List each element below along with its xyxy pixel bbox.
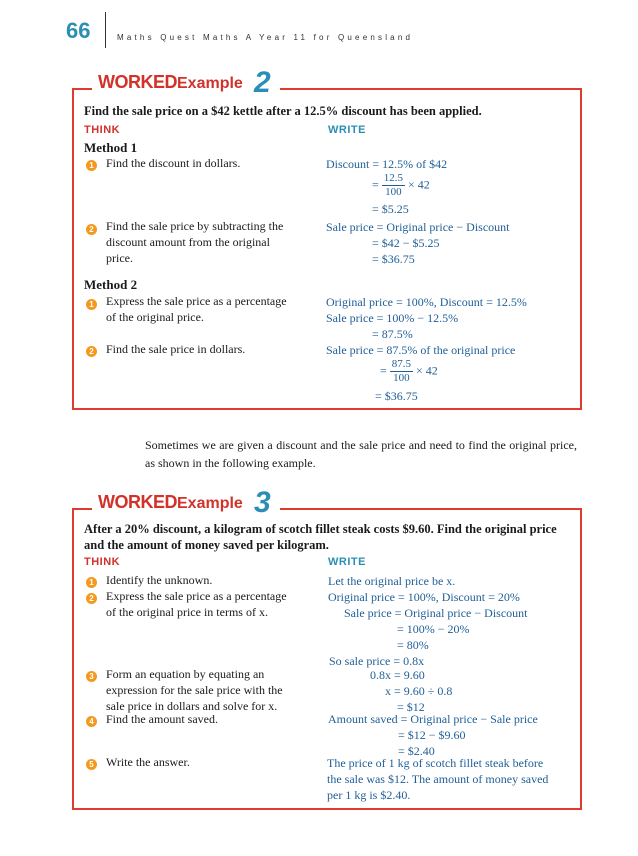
ex3-step3-line3: sale price in dollars and solve for x. [106, 699, 278, 713]
step-number-badge: 4 [86, 716, 97, 727]
ex3-write14: the sale was $12. The amount of money saved [327, 772, 549, 786]
ex2-m2-write3: = 87.5% [372, 327, 413, 341]
ex3-write11: = $12 − $9.60 [398, 728, 466, 742]
step-number-badge: 3 [86, 671, 97, 682]
ex2-m1-frac-num: 12.5 [383, 172, 404, 184]
ex3-write3: Sale price = Original price − Discount [344, 606, 528, 620]
ex2-m1-write1: Discount = 12.5% of $42 [326, 157, 448, 171]
ex2-m2-step1-line2: of the original price. [106, 310, 204, 324]
ex2-m2-write4: Sale price = 87.5% of the original price [326, 343, 516, 357]
step-number-badge: 1 [86, 160, 97, 171]
ex2-banner-example: Example [177, 75, 243, 92]
ex2-m2-eq: = [380, 363, 387, 378]
ex2-m2-write2: Sale price = 100% − 12.5% [326, 311, 459, 325]
ex2-m1-step2-line3: price. [106, 251, 133, 265]
step-number-badge: 1 [86, 299, 97, 310]
ex3-question-line1: After a 20% discount, a kilogram of scotch fillet steak costs $9.60. Find the original price [84, 522, 557, 536]
ex3-write4: = 100% − 20% [397, 622, 470, 636]
ex2-m2-frac-den: 100 [393, 372, 410, 384]
ex2-m1-write3: = $5.25 [372, 202, 409, 216]
ex2-m1-step2-line1: Find the sale price by subtracting the [106, 219, 284, 233]
ex2-m2-step2: Find the sale price in dollars. [106, 342, 246, 356]
ex3-write1: Let the original price be x. [328, 574, 456, 588]
ex3-write10: Amount saved = Original price − Sale price [328, 712, 538, 726]
ex2-m2-write6: = $36.75 [375, 389, 418, 403]
ex3-banner-example: Example [177, 495, 243, 512]
ex3-write5: = 80% [397, 638, 429, 652]
ex3-write7: 0.8x = 9.60 [370, 668, 425, 682]
ex2-m2-write1: Original price = 100%, Discount = 12.5% [326, 295, 527, 309]
ex2-method1-heading: Method 1 [84, 140, 138, 155]
ex3-step4: Find the amount saved. [106, 712, 218, 726]
ex2-m1-frac-den: 100 [385, 186, 402, 198]
step-number-badge: 2 [86, 224, 97, 235]
step-number-badge: 5 [86, 759, 97, 770]
ex3-write6: So sale price = 0.8x [329, 654, 425, 668]
ex3-step3-line1: Form an equation by equating an [106, 667, 265, 681]
running-title: Maths Quest Maths A Year 11 for Queensland [117, 33, 414, 42]
ex3-think-heading: THINK [84, 556, 121, 568]
ex2-m1-write4: Sale price = Original price − Discount [326, 220, 510, 234]
step-number-badge: 2 [86, 346, 97, 357]
step-number-badge: 1 [86, 577, 97, 588]
ex3-step3-line2: expression for the sale price with the [106, 683, 283, 697]
ex3-write-heading: WRITE [328, 556, 366, 568]
header-divider [105, 12, 106, 48]
ex2-m1-step2-line2: discount amount from the original [106, 235, 270, 249]
ex2-m1-eq: = [372, 177, 379, 192]
ex3-step2-line1: Express the sale price as a percentage [106, 589, 287, 603]
ex3-write12: = $2.40 [398, 744, 435, 758]
ex2-think-heading: THINK [84, 124, 121, 136]
ex3-write15: per 1 kg is $2.40. [327, 788, 411, 802]
ex2-m2-fraction [390, 358, 413, 385]
ex2-m2-fraction-line [380, 358, 438, 385]
ex2-m1-write6: = $36.75 [372, 252, 415, 266]
ex3-step2-line2: of the original price in terms of x. [106, 605, 268, 619]
ex2-m2-frac-num: 87.5 [391, 358, 412, 370]
ex3-write13: The price of 1 kg of scotch fillet steak before [327, 756, 544, 770]
ex2-m1-write5: = $42 − $5.25 [372, 236, 440, 250]
ex3-write8: x = 9.60 ÷ 0.8 [385, 684, 453, 698]
ex3-banner-worked: WORKED [98, 492, 177, 512]
ex3-step1: Identify the unknown. [106, 573, 213, 587]
ex3-write9: = $12 [397, 700, 425, 714]
ex2-banner-worked: WORKED [98, 72, 177, 92]
ex2-m1-frac-rest: × 42 [408, 177, 430, 192]
ex2-method2-heading: Method 2 [84, 277, 138, 292]
ex2-m2-step1-line1: Express the sale price as a percentage [106, 294, 287, 308]
ex2-write-heading: WRITE [328, 124, 366, 136]
ex2-number: 2 [254, 66, 271, 99]
ex2-m1-fraction-line [372, 172, 430, 199]
step-number-badge: 2 [86, 593, 97, 604]
ex2-banner [98, 72, 243, 93]
ex3-step5: Write the answer. [106, 755, 190, 769]
ex2-m2-frac-rest: × 42 [416, 363, 438, 378]
ex3-write2: Original price = 100%, Discount = 20% [328, 590, 520, 604]
ex2-m1-step1: Find the discount in dollars. [106, 156, 241, 170]
ex3-number: 3 [254, 486, 271, 519]
ex2-question: Find the sale price on a $42 kettle after a 12.5% discount has been applied. [84, 104, 482, 118]
ex3-question-line2: and the amount of money saved per kilogram. [84, 538, 329, 552]
body-paragraph: Sometimes we are given a discount and the sale price and need to find the original price, as shown in the following example. [145, 438, 577, 470]
ex3-banner [98, 492, 243, 513]
page-number: 66 [66, 18, 91, 43]
ex2-m1-fraction [382, 172, 405, 199]
